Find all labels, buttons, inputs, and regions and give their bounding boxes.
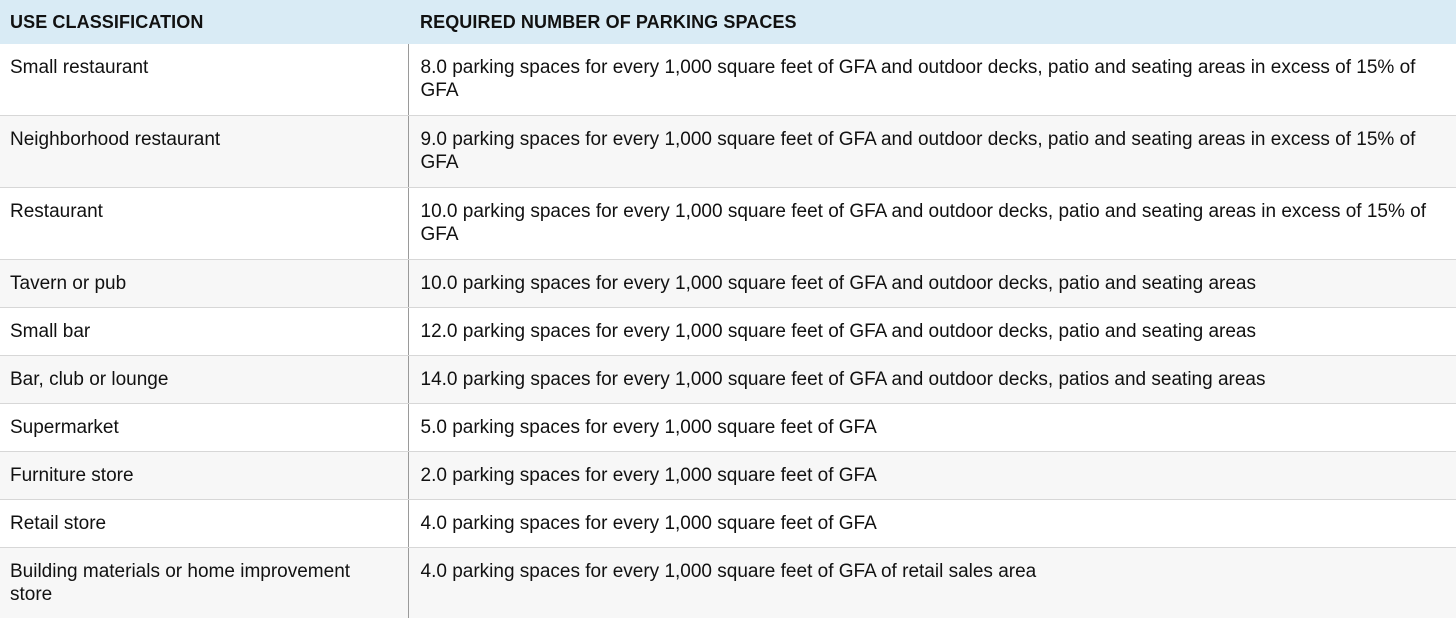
required-cell: 2.0 parking spaces for every 1,000 square feet of GFA [408,452,1456,500]
use-cell: Small restaurant [0,44,408,116]
required-cell: 4.0 parking spaces for every 1,000 square feet of GFA of retail sales area [408,548,1456,618]
table-row [0,356,1456,404]
use-cell: Restaurant [0,188,408,260]
required-cell: 5.0 parking spaces for every 1,000 square feet of GFA [408,404,1456,452]
required-cell: 14.0 parking spaces for every 1,000 square feet of GFA and outdoor decks, patios and seating areas [408,356,1456,404]
required-cell: 8.0 parking spaces for every 1,000 square feet of GFA and outdoor decks, patio and seating areas in excess of 15% of GFA [408,44,1456,116]
table-row [0,44,1456,116]
table-row [0,116,1456,188]
required-cell: 10.0 parking spaces for every 1,000 square feet of GFA and outdoor decks, patio and seating areas in excess of 15% of GFA [408,188,1456,260]
use-cell: Neighborhood restaurant [0,116,408,188]
table-row [0,452,1456,500]
use-cell: Supermarket [0,404,408,452]
table-row [0,404,1456,452]
required-cell: 12.0 parking spaces for every 1,000 square feet of GFA and outdoor decks, patio and seating areas [408,308,1456,356]
table-row [0,188,1456,260]
use-cell: Retail store [0,500,408,548]
header-use-classification: USE CLASSIFICATION [0,0,408,44]
use-cell: Building materials or home improvement store [0,548,408,618]
table-row [0,260,1456,308]
use-cell: Tavern or pub [0,260,408,308]
table-row [0,500,1456,548]
header-required-parking: REQUIRED NUMBER OF PARKING SPACES [408,0,1456,44]
use-cell: Small bar [0,308,408,356]
table-row [0,308,1456,356]
table-row [0,548,1456,618]
table-body [0,44,1456,618]
use-cell: Bar, club or lounge [0,356,408,404]
required-cell: 10.0 parking spaces for every 1,000 square feet of GFA and outdoor decks, patio and seating areas [408,260,1456,308]
table-header [0,0,1456,44]
required-cell: 9.0 parking spaces for every 1,000 square feet of GFA and outdoor decks, patio and seating areas in excess of 15% of GFA [408,116,1456,188]
use-cell: Furniture store [0,452,408,500]
header-row [0,0,1456,44]
required-cell: 4.0 parking spaces for every 1,000 square feet of GFA [408,500,1456,548]
